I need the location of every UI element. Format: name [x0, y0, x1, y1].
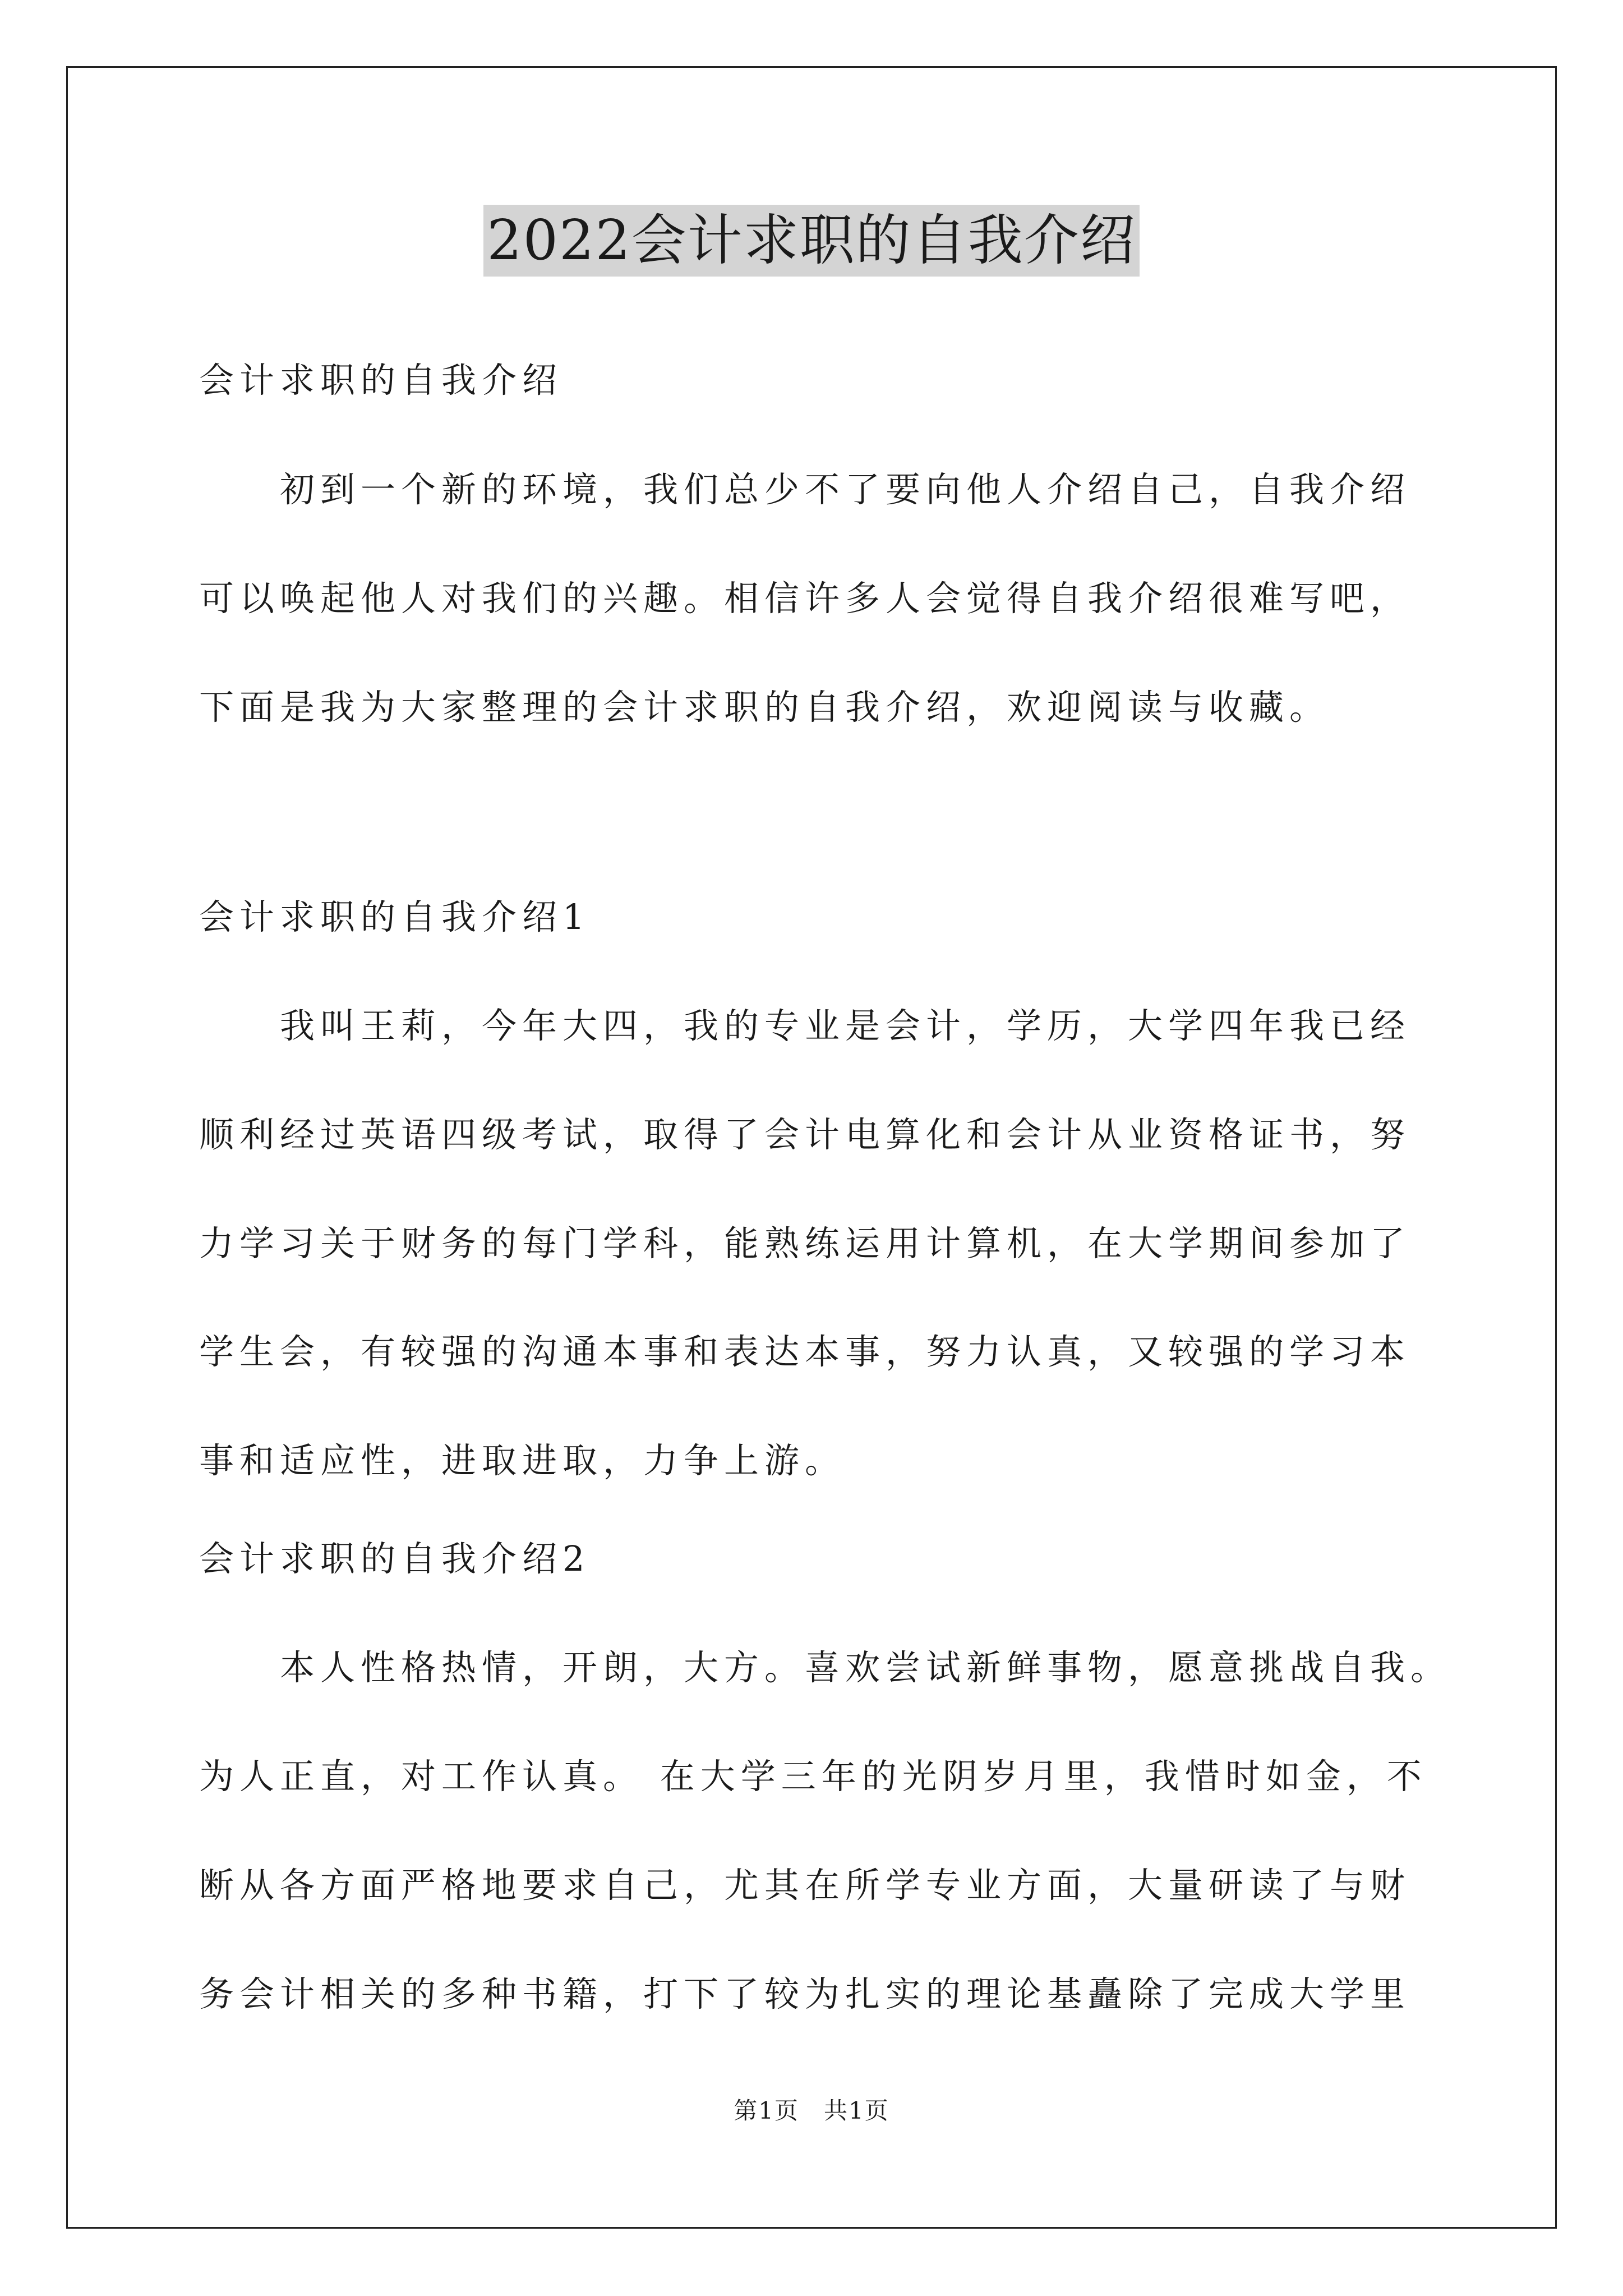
paragraph-line: 本人性格热情，开朗，大方。喜欢尝试新鲜事物，愿意挑战自我。 [199, 1647, 1451, 1688]
section-heading-2: 会计求职的自我介绍2 [199, 1538, 591, 1579]
page-footer: 第1页 共1页 [734, 2097, 889, 2124]
title-wrap [0, 205, 1623, 277]
intro-heading: 会计求职的自我介绍 [199, 360, 563, 401]
paragraph-line: 可以唤起他人对我们的兴趣。相信许多人会觉得自我介绍很难写吧， [199, 578, 1411, 619]
section-heading-1: 会计求职的自我介绍1 [199, 896, 591, 937]
paragraph-line: 务会计相关的多种书籍，打下了较为扎实的理论基矗除了完成大学里 [199, 1973, 1411, 2014]
document-title: 2022会计求职的自我介绍 [483, 205, 1139, 277]
paragraph-line: 力学习关于财务的每门学科，能熟练运用计算机，在大学期间参加了 [199, 1223, 1411, 1264]
paragraph-line: 事和适应性，进取进取，力争上游。 [199, 1440, 846, 1481]
paragraph-line: 下面是我为大家整理的会计求职的自我介绍，欢迎阅读与收藏。 [199, 687, 1330, 728]
paragraph-line: 顺利经过英语四级考试，取得了会计电算化和会计从业资格证书，努 [199, 1114, 1411, 1155]
paragraph-line: 为人正直，对工作认真。 在大学三年的光阴岁月里，我惜时如金，不 [199, 1756, 1427, 1797]
paragraph-line: 学生会，有较强的沟通本事和表达本事，努力认真，又较强的学习本 [199, 1331, 1411, 1372]
paragraph-line: 我叫王莉，今年大四，我的专业是会计，学历，大学四年我已经 [199, 1005, 1411, 1046]
paragraph-line: 断从各方面严格地要求自己，尤其在所学专业方面，大量研读了与财 [199, 1865, 1411, 1906]
paragraph-line: 初到一个新的环境，我们总少不了要向他人介绍自己，自我介绍 [199, 469, 1411, 510]
